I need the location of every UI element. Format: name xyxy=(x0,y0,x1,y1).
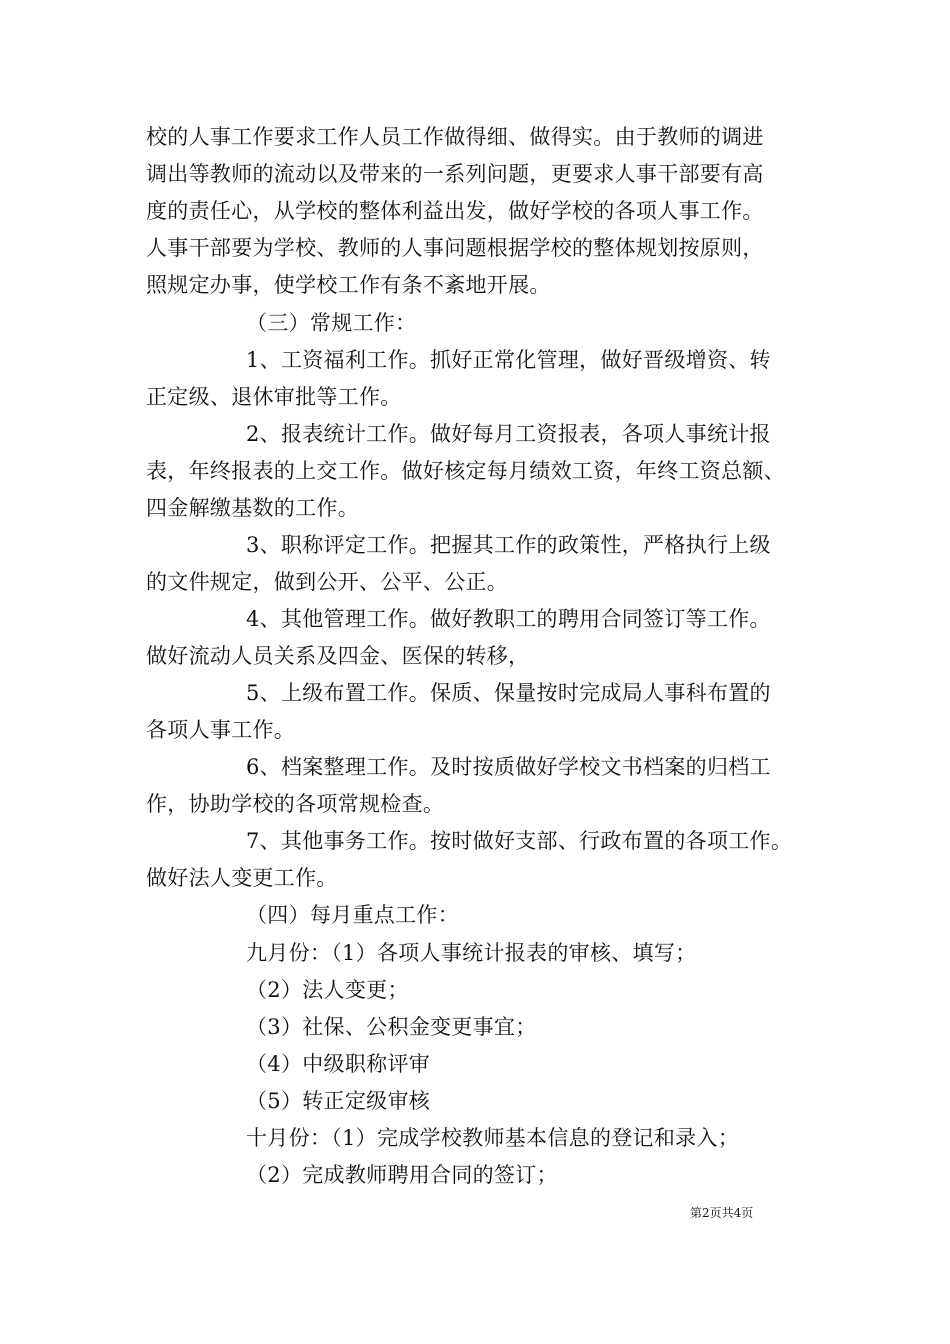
monthly-item: （2）完成教师聘用合同的签订； xyxy=(246,1163,558,1187)
list-item: 4、其他管理工作。做好教职工的聘用合同签订等工作。 xyxy=(246,607,771,631)
list-item: 5、上级布置工作。保质、保量按时完成局人事科布置的 xyxy=(246,681,771,705)
monthly-item: 九月份：（1）各项人事统计报表的审核、填写； xyxy=(246,941,697,965)
monthly-item: （4）中级职称评审 xyxy=(246,1052,431,1076)
list-item-continuation: 各项人事工作。 xyxy=(146,718,296,742)
list-item-continuation: 作，协助学校的各项常规检查。 xyxy=(146,792,445,816)
list-item: 3、职称评定工作。把握其工作的政策性，严格执行上级 xyxy=(246,533,771,557)
monthly-item: 十月份：（1）完成学校教师基本信息的登记和录入； xyxy=(246,1126,740,1150)
list-item: 2、报表统计工作。做好每月工资报表，各项人事统计报 xyxy=(246,422,771,446)
paragraph-line: 调出等教师的流动以及带来的一系列问题，更要求人事干部要有高 xyxy=(146,162,764,186)
page-number-footer: 第2页共4页 xyxy=(690,1206,754,1220)
paragraph-line: 照规定办事，使学校工作有条不紊地开展。 xyxy=(146,273,551,297)
monthly-item: （3）社保、公积金变更事宜； xyxy=(246,1015,537,1039)
paragraph-line: 人事干部要为学校、教师的人事问题根据学校的整体规划按原则， xyxy=(146,236,764,260)
monthly-item: （5）转正定级审核 xyxy=(246,1089,431,1113)
paragraph-line: 校的人事工作要求工作人员工作做得细、做得实。由于教师的调进 xyxy=(146,125,764,149)
list-item-continuation: 做好流动人员关系及四金、医保的转移， xyxy=(146,644,530,668)
section-heading: （三）常规工作： xyxy=(246,311,417,335)
monthly-item: （2）法人变更； xyxy=(246,978,409,1002)
list-item: 1、工资福利工作。抓好正常化管理，做好晋级增资、转 xyxy=(246,348,771,372)
list-item-continuation: 正定级、退休审批等工作。 xyxy=(146,385,402,409)
list-item-continuation: 四金解缴基数的工作。 xyxy=(146,496,359,520)
list-item-continuation: 表，年终报表的上交工作。做好核定每月绩效工资，年终工资总额、 xyxy=(146,459,785,483)
paragraph-line: 度的责任心，从学校的整体利益出发，做好学校的各项人事工作。 xyxy=(146,199,764,223)
list-item-continuation: 的文件规定，做到公开、公平、公正。 xyxy=(146,570,509,594)
list-item: 6、档案整理工作。及时按质做好学校文书档案的归档工 xyxy=(246,755,771,779)
list-item: 7、其他事务工作。按时做好支部、行政布置的各项工作。 xyxy=(246,829,793,853)
list-item-continuation: 做好法人变更工作。 xyxy=(146,866,338,890)
section-heading: （四）每月重点工作： xyxy=(246,903,459,927)
